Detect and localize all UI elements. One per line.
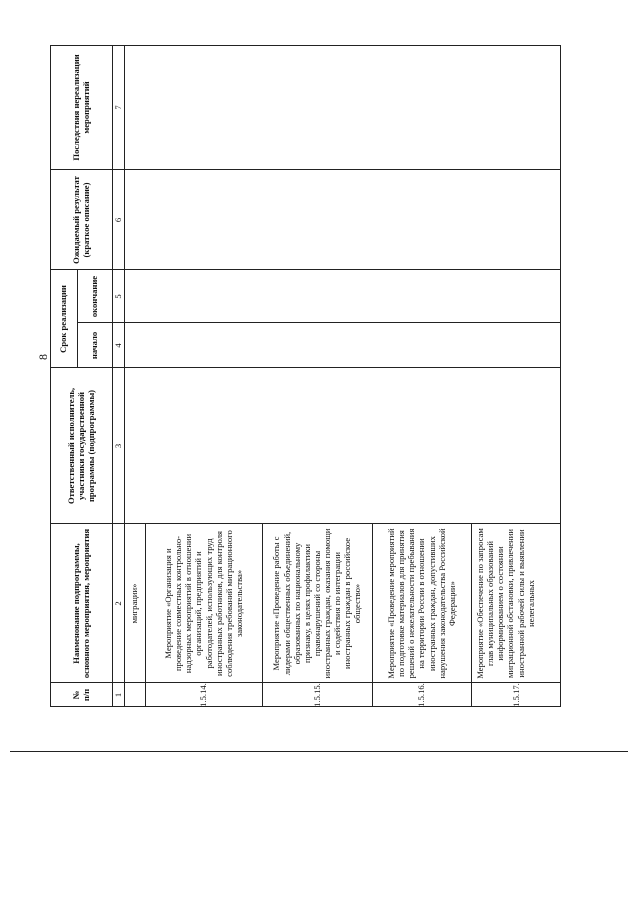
header-result: Ожидаемый результат (краткое описание) bbox=[70, 176, 91, 264]
row-name: Мероприятие «Проведение мероприятий по подготовке материалов для принятия решений о нежелательности пребывания на территории России в отношении иностранных граждан, допустивших нарушения законодательства Российской Федерации» bbox=[386, 528, 457, 679]
row-name: Мероприятие «Проведение работы с лидерами общественных объединений, образованных по национальному признаку, в целях профилактики правонарушений со стороны иностранных граждан, оказания помощи и содействия по интеграции иностранных граждан в российское общество» bbox=[271, 528, 363, 679]
col-line bbox=[50, 169, 561, 170]
page-number: 8 bbox=[36, 354, 50, 360]
column-number: 3 bbox=[112, 443, 123, 449]
column-number: 4 bbox=[112, 343, 123, 348]
row-id: 1.5.16. bbox=[416, 683, 427, 707]
row-id: 1.5.14. bbox=[198, 683, 209, 707]
header-end: окончание bbox=[89, 275, 100, 318]
col-line bbox=[50, 367, 561, 368]
header-deadline: Срок реализации bbox=[58, 285, 69, 353]
header-executor: Ответственный исполнитель, участники государственной программы (подпрограммы) bbox=[65, 387, 97, 505]
row-name: Мероприятие «Обеспечение по запросам глав муниципальных образований информированием о состоянии миграционной обстановки, привлечении иностранной рабочей силы и выявлении нелегальных bbox=[475, 528, 536, 679]
column-number: 1 bbox=[112, 692, 123, 698]
measures-table bbox=[50, 45, 561, 707]
row-id: 1.5.15. bbox=[311, 683, 322, 707]
col-line bbox=[77, 322, 561, 323]
col-line bbox=[50, 269, 561, 270]
continuation-text: миграции» bbox=[129, 583, 140, 624]
column-number: 7 bbox=[112, 105, 123, 110]
header-consequences: Последствия нереализации мероприятий bbox=[70, 54, 91, 161]
header-start: начало bbox=[89, 331, 100, 360]
column-number: 5 bbox=[112, 294, 123, 299]
row-name: Мероприятие «Организация и проведение совместных контрольно-надзорных мероприятий в отношении организаций, предприятий и работодателей, использующих труд иностранных работников, для контроля соблюдения требований миграционного законодательства» bbox=[162, 530, 244, 677]
header-num: № п/п bbox=[70, 688, 91, 702]
column-number: 6 bbox=[112, 217, 123, 223]
header-name: Наименование подпрограммы, основного мероприятия, мероприятия bbox=[70, 528, 91, 679]
column-number: 2 bbox=[112, 601, 123, 606]
row-id: 1.5.17. bbox=[510, 683, 521, 707]
footer-rule bbox=[10, 751, 628, 752]
